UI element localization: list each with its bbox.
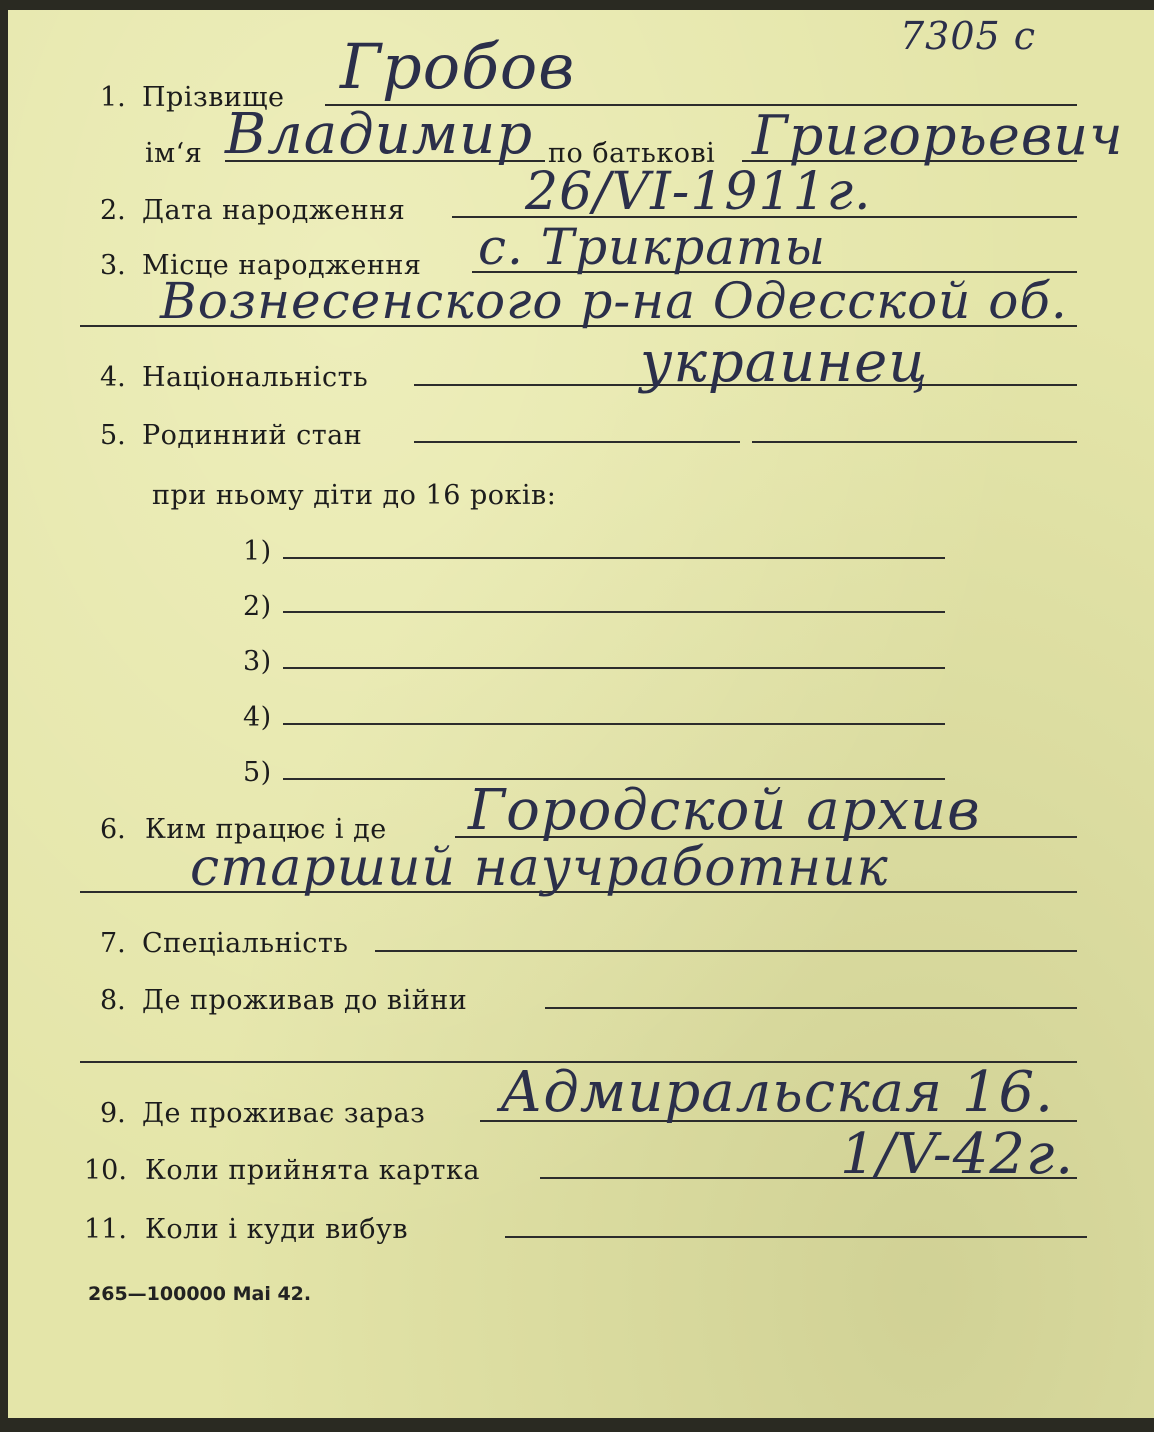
field-number: 6. xyxy=(100,814,126,845)
child-2-line xyxy=(283,611,945,613)
patronymic-value: Григорьевич xyxy=(752,104,1124,167)
workplace-label: Ким працює і де xyxy=(145,814,387,845)
child-3-label: 3) xyxy=(243,646,272,677)
birth-date-label: Дата народження xyxy=(142,195,406,226)
field-number: 8. xyxy=(100,985,126,1016)
scan-border-bottom xyxy=(0,1418,1154,1432)
specialty-label: Спеціальність xyxy=(142,928,349,959)
field-number: 3. xyxy=(100,250,126,281)
surname-label: Прізвище xyxy=(142,82,285,113)
child-4-line xyxy=(283,723,945,725)
child-1-line xyxy=(283,557,945,559)
print-code: 265—100000 Mai 42. xyxy=(88,1283,312,1305)
marital-status-label: Родинний стан xyxy=(142,420,363,451)
field-number: 11. xyxy=(84,1214,127,1245)
field-number: 4. xyxy=(100,362,126,393)
nationality-value: украинец xyxy=(640,330,929,395)
current-residence-label: Де проживає зараз xyxy=(142,1098,426,1129)
field-number: 1. xyxy=(100,82,126,113)
departure-line xyxy=(505,1236,1087,1238)
handwritten-card-number: 7305 с xyxy=(900,14,1037,58)
field-number: 7. xyxy=(100,928,126,959)
birth-date-value: 26/VI-1911г. xyxy=(525,162,872,222)
departure-label: Коли і куди вибув xyxy=(145,1214,409,1245)
child-3-line xyxy=(283,667,945,669)
scan-border-top xyxy=(0,0,1154,10)
nationality-label: Національність xyxy=(142,362,369,393)
marital-status-line-1 xyxy=(414,441,740,443)
marital-status-line-2 xyxy=(752,441,1077,443)
field-number: 10. xyxy=(84,1155,127,1186)
children-label: при ньому діти до 16 років: xyxy=(152,480,557,511)
surname-value: Гробов xyxy=(340,30,576,103)
card-accepted-value: 1/V-42г. xyxy=(840,1122,1075,1187)
prewar-residence-label: Де проживав до війни xyxy=(142,985,468,1016)
child-5-label: 5) xyxy=(243,757,272,788)
field-number: 2. xyxy=(100,195,126,226)
specialty-line xyxy=(375,950,1077,952)
first-name-label: ім‘я xyxy=(145,138,203,169)
child-1-label: 1) xyxy=(243,536,272,567)
birth-place-label: Місце народження xyxy=(142,250,422,281)
patronymic-label: по батькові xyxy=(548,138,716,169)
field-number: 9. xyxy=(100,1098,126,1129)
field-number: 5. xyxy=(100,420,126,451)
current-residence-value: Адмиральская 16. xyxy=(500,1060,1054,1125)
prewar-residence-line xyxy=(545,1007,1077,1009)
card-accepted-label: Коли прийнята картка xyxy=(145,1155,480,1186)
workplace-value-line1: Городской архив xyxy=(468,778,981,843)
first-name-value: Владимир xyxy=(225,102,534,167)
child-2-label: 2) xyxy=(243,591,272,622)
scan-border-left xyxy=(0,0,8,1432)
child-4-label: 4) xyxy=(243,702,272,733)
birth-place-value-line2: Вознесенского р-на Одесской об. xyxy=(160,272,1068,330)
workplace-value-line2: старший научработник xyxy=(190,838,889,898)
birth-place-value-line1: с. Трикраты xyxy=(478,218,827,276)
